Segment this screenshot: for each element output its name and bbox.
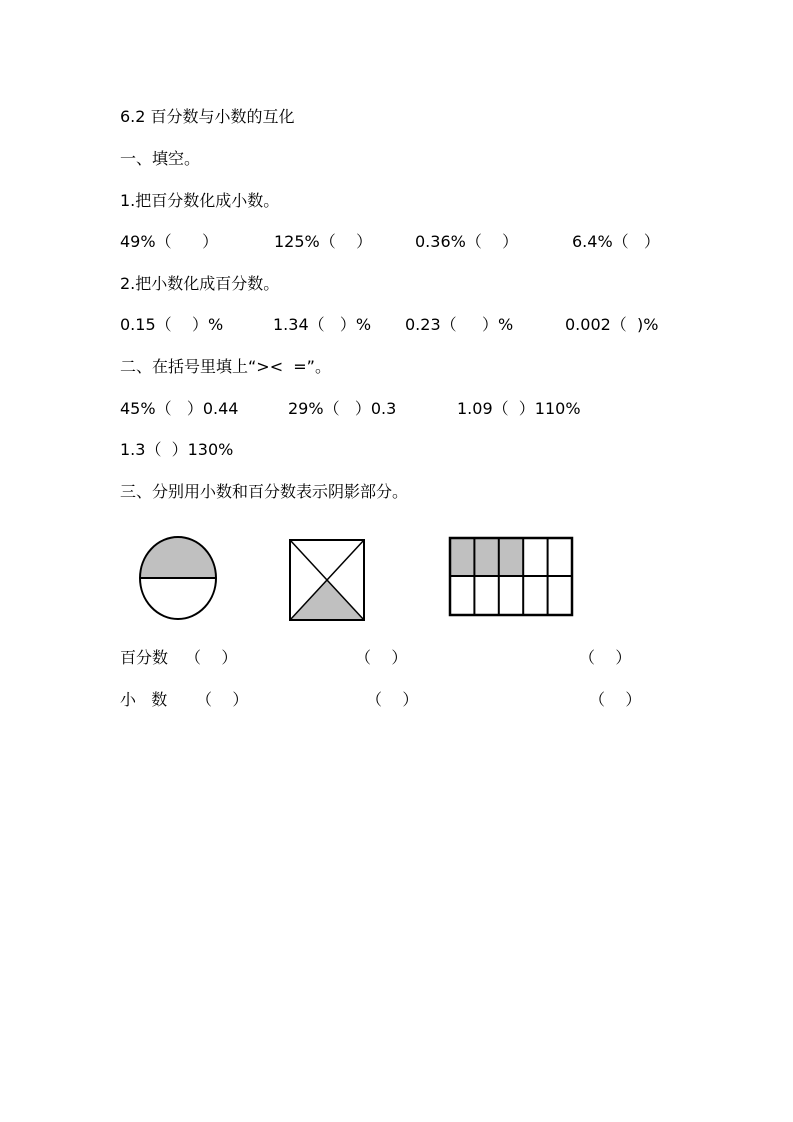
- q2-item: 0.23（ ）%: [405, 315, 514, 334]
- answer-blank[interactable]: （ ）: [355, 648, 408, 667]
- grid-shaded-cell: [450, 538, 474, 576]
- figure-grid: [448, 536, 576, 618]
- q1-item: 125%（ ）: [274, 232, 373, 251]
- figure-circle: [138, 535, 218, 621]
- section1-heading: 一、填空。: [120, 149, 201, 168]
- answer-blank[interactable]: （ ）: [579, 648, 632, 667]
- q2-item: 1.34（ ）%: [273, 315, 372, 334]
- compare-item: 45%（ ）0.44: [120, 399, 239, 418]
- q2-prompt: 2.把小数化成百分数。: [120, 274, 280, 293]
- compare-item: 1.09（ ）110%: [457, 399, 581, 418]
- q1-prompt: 1.把百分数化成小数。: [120, 191, 280, 210]
- answer-blank[interactable]: （ ）: [589, 690, 642, 709]
- answer-blank[interactable]: （ ）: [196, 690, 249, 709]
- page-title: 6.2 百分数与小数的互化: [120, 107, 295, 126]
- q1-item: 49%（ ）: [120, 232, 219, 251]
- q2-item: 0.002（ )%: [565, 315, 659, 334]
- section3-heading: 三、分别用小数和百分数表示阴影部分。: [120, 482, 409, 501]
- percent-row-label: 百分数: [120, 648, 169, 667]
- answer-blank[interactable]: （ ）: [185, 648, 238, 667]
- answer-blank[interactable]: （ ）: [366, 690, 419, 709]
- figure-square: [288, 538, 366, 622]
- q1-item: 0.36%（ ）: [415, 232, 519, 251]
- q1-item: 6.4%（ ）: [572, 232, 660, 251]
- grid-shaded-cell: [474, 538, 498, 576]
- compare-item: 29%（ ）0.3: [288, 399, 397, 418]
- compare-item: 1.3（ ）130%: [120, 440, 234, 459]
- square-shaded-triangle: [290, 580, 364, 620]
- q2-item: 0.15（ ）%: [120, 315, 224, 334]
- decimal-row-label: 小 数: [120, 690, 168, 709]
- grid-shaded-cell: [499, 538, 523, 576]
- circle-shaded-half: [140, 537, 216, 578]
- section2-heading: 二、在括号里填上“>< =”。: [120, 357, 331, 376]
